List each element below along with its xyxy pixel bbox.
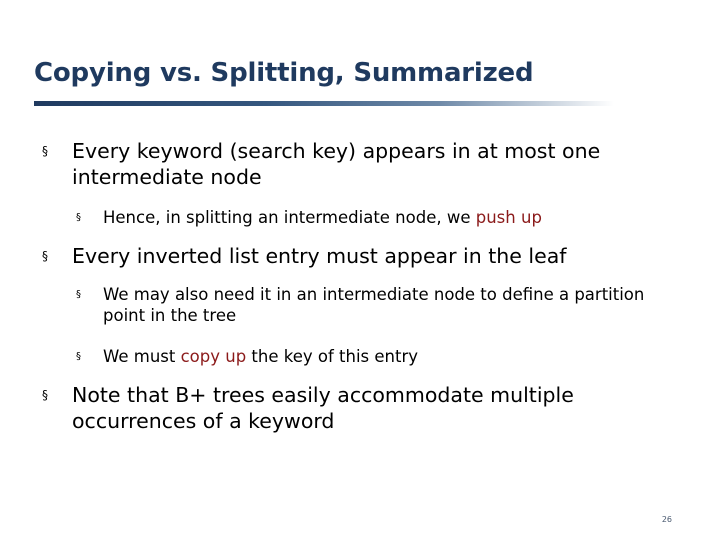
bullet-3-text: Note that B+ trees easily accommodate multiple occurrences of a keyword	[72, 383, 574, 433]
sub-bullet-marker-2-1: §	[76, 289, 81, 300]
page-number: 26	[661, 515, 672, 524]
sub-bullet-2-2-tail: the key of this entry	[246, 347, 419, 366]
bullet-3	[42, 382, 652, 434]
sub-bullet-1-1-highlight: push up	[475, 208, 542, 227]
bullet-1	[42, 138, 682, 190]
bullet-marker-2: §	[42, 249, 48, 263]
sub-bullet-marker-1-1: §	[76, 212, 81, 223]
sub-bullet-marker-2-2: §	[76, 351, 81, 362]
sub-bullet-2-2	[76, 346, 683, 367]
slide-title: Copying vs. Splitting, Summarized	[34, 58, 534, 88]
bullet-marker-1: §	[42, 144, 48, 158]
bullet-2-text: Every inverted list entry must appear in the leaf	[72, 244, 567, 268]
bullet-marker-3: §	[42, 388, 48, 402]
bullet-2	[42, 243, 682, 269]
title-underline	[34, 101, 614, 106]
sub-bullet-1-1-text: Hence, in splitting an intermediate node, we	[103, 208, 476, 227]
sub-bullet-2-2-highlight: copy up	[180, 347, 247, 366]
bullet-1-text: Every keyword (search key) appears in at most one intermediate node	[72, 139, 601, 189]
sub-bullet-1-1	[76, 207, 683, 228]
sub-bullet-2-1	[76, 284, 663, 326]
sub-bullet-2-2-text: We must	[103, 347, 181, 366]
sub-bullet-2-1-text: We may also need it in an intermediate node to define a partition point in the tree	[103, 285, 645, 325]
